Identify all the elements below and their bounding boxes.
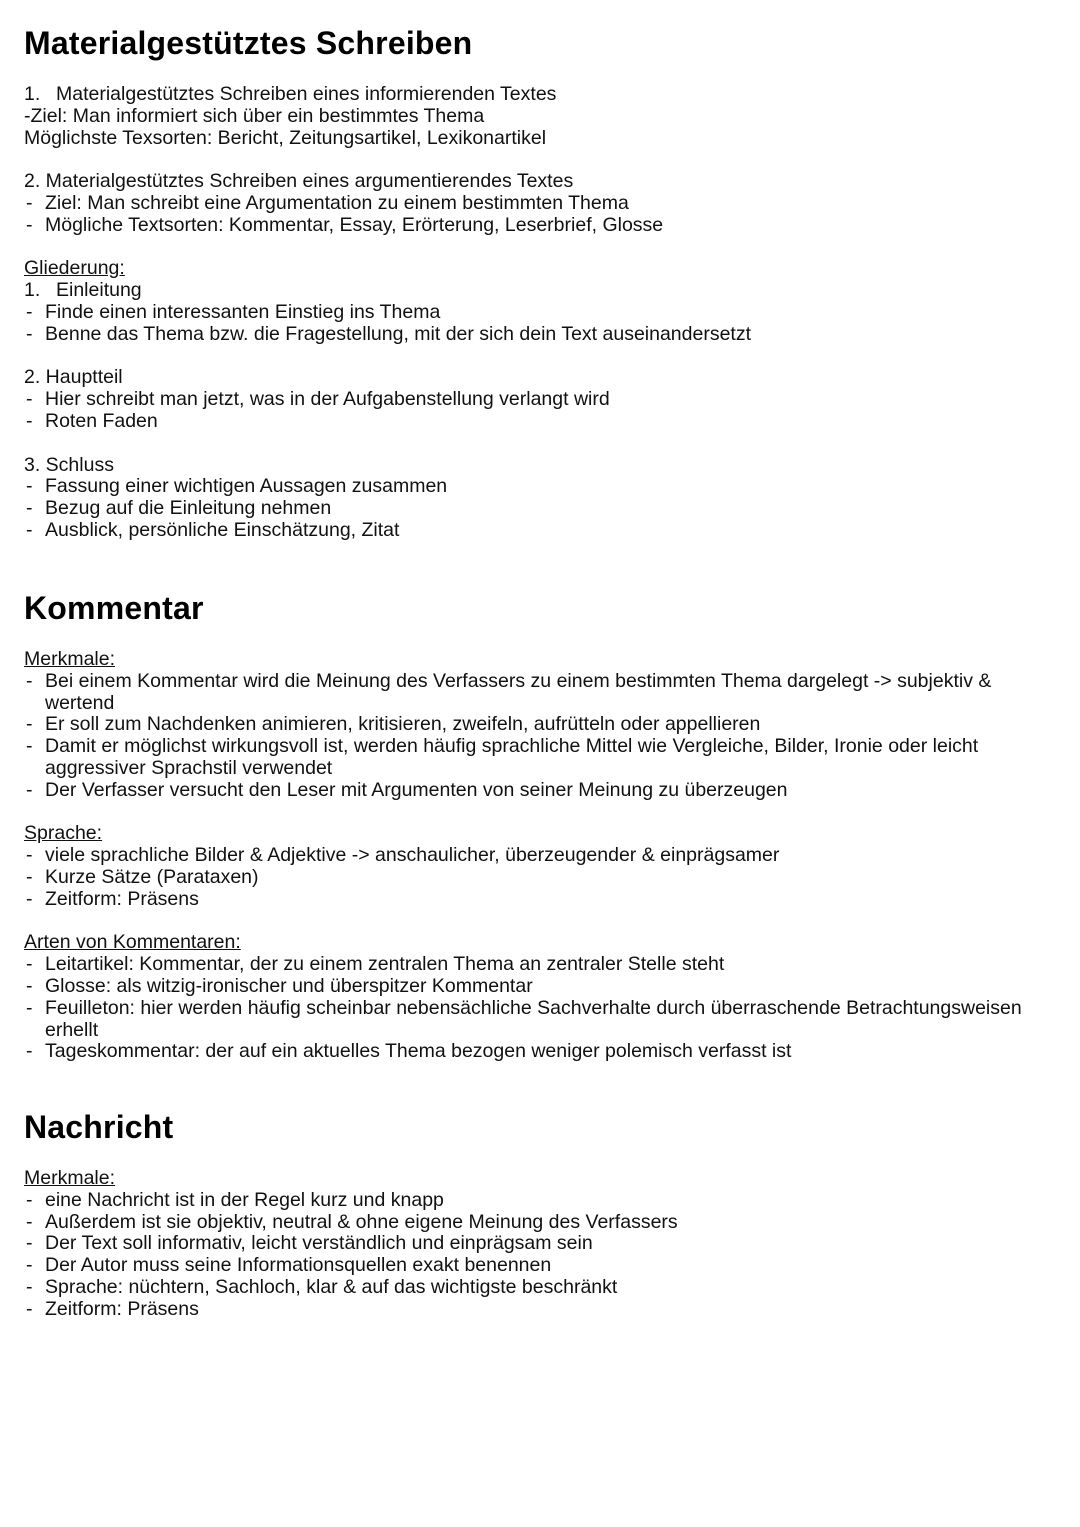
subheading-sprache: Sprache: (24, 822, 103, 845)
list-item: - Kurze Sätze (Parataxen) (26, 865, 259, 888)
list-item: - Zeitform: Präsens (26, 1297, 199, 1320)
list-item: - Ausblick, persönliche Einschätzung, Zitat (26, 518, 400, 541)
bullet-list (24, 954, 1055, 1063)
section-nachricht (24, 1108, 678, 1321)
list-item: - Damit er möglichst wirkungsvoll ist, werden häufig sprachliche Mittel wie Vergleiche, Bilder, Ironie oder leicht aggressiver Sprachstil verwendet (26, 735, 979, 779)
subheading-gliederung: Gliederung: (24, 257, 125, 280)
list-item: - eine Nachricht ist in der Regel kurz und knapp (26, 1188, 444, 1211)
section-title: Nachricht (24, 1109, 174, 1145)
numbered-heading (24, 84, 751, 106)
dash-bullet: - (26, 388, 33, 411)
list-item: - Tageskommentar: der auf ein aktuelles Thema bezogen weniger polemisch verfasst ist (26, 1040, 792, 1063)
list-item: - Außerdem ist sie objektiv, neutral & ohne eigene Meinung des Verfassers (26, 1210, 678, 1233)
dash-bullet: - (26, 669, 33, 692)
numbered-heading (24, 280, 751, 302)
list-item: - Mögliche Textsorten: Kommentar, Essay, Erörterung, Leserbrief, Glosse (26, 213, 664, 236)
dash-bullet: - (26, 409, 33, 432)
dash-bullet: - (26, 1210, 33, 1233)
list-item: - Bei einem Kommentar wird die Meinung des Verfassers zu einem bestimmten Thema dargelegt -> subjektiv & wertend (26, 669, 992, 714)
bullet-list (24, 193, 751, 237)
list-item: - viele sprachliche Bilder & Adjektive -> anschaulicher, überzeugender & einprägsamer (26, 844, 780, 867)
dash-bullet: - (26, 953, 33, 976)
dash-bullet: - (26, 735, 33, 758)
list-item: - Der Verfasser versucht den Leser mit Argumenten von seiner Meinung zu überzeugen (26, 778, 788, 801)
list-item: - Er soll zum Nachdenken animieren, kritisieren, zweifeln, aufrütteln oder appellieren (26, 713, 761, 736)
subheading-merkmale: Merkmale: (24, 1167, 116, 1189)
dash-bullet: - (26, 1040, 33, 1063)
list-item: - Feuilleton: hier werden häufig scheinbar nebensächliche Sachverhalte durch überraschende Betrachtungsweisen erhellt (26, 996, 1022, 1041)
dash-bullet: - (26, 475, 33, 498)
dash-bullet: - (26, 1275, 33, 1298)
list-item: - Ziel: Man schreibt eine Argumentation zu einem bestimmten Thema (26, 191, 629, 214)
list-item: - Finde einen interessanten Einstieg ins Thema (26, 300, 441, 323)
list-item: - Benne das Thema bzw. die Fragestellung, mit der sich dein Text auseinandersetzt (26, 322, 752, 345)
item-heading: Materialgestütztes Schreiben eines informierenden Textes (56, 83, 557, 105)
dash-bullet: - (26, 1297, 33, 1320)
subheading-arten: Arten von Kommentaren: (24, 931, 241, 954)
dash-bullet: - (26, 322, 33, 345)
list-item: - Glosse: als witzig-ironischer und überspitzer Kommentar (26, 974, 533, 997)
section-title: Kommentar (24, 590, 204, 626)
list-item: - Fassung einer wichtigen Aussagen zusammen (26, 475, 448, 498)
bullet-list (24, 845, 1055, 910)
bullet-list (24, 476, 751, 541)
section-materialgestuetztes-schreiben (24, 24, 751, 542)
subheading-merkmale: Merkmale: (24, 648, 116, 670)
dash-bullet: - (26, 713, 33, 736)
bullet-list (24, 671, 1055, 802)
section-title: Materialgestütztes Schreiben (24, 25, 473, 61)
dash-bullet: - (26, 300, 33, 323)
item-number: 1. (24, 279, 41, 302)
text-types: Möglichste Texsorten: Bericht, Zeitungsartikel, Lexikonartikel (24, 126, 547, 149)
dash-bullet: - (26, 1188, 33, 1211)
list-item: - Roten Faden (26, 409, 158, 432)
dash-bullet: - (26, 191, 33, 214)
list-item: - Sprache: nüchtern, Sachloch, klar & auf das wichtigste beschränkt (26, 1275, 618, 1298)
goal-text: -Ziel: Man informiert sich über ein bestimmtes Thema (24, 104, 485, 127)
item-heading: 3. Schluss (24, 453, 114, 476)
list-item: - Der Text soll informativ, leicht verständlich und einprägsam sein (26, 1232, 593, 1255)
item-heading: 2. Materialgestütztes Schreiben eines argumentierendes Textes (24, 170, 574, 193)
list-item: - Hier schreibt man jetzt, was in der Aufgabenstellung verlangt wird (26, 388, 610, 411)
list-item: - Leitartikel: Kommentar, der zu einem zentralen Thema an zentraler Stelle steht (26, 953, 725, 976)
list-item: - Zeitform: Präsens (26, 887, 199, 910)
dash-bullet: - (26, 213, 33, 236)
dash-bullet: - (26, 1254, 33, 1277)
item-heading: 2. Hauptteil (24, 366, 123, 389)
dash-bullet: - (26, 778, 33, 801)
dash-bullet: - (26, 996, 33, 1019)
bullet-list (24, 389, 751, 433)
list-item: - Bezug auf die Einleitung nehmen (26, 497, 332, 520)
dash-bullet: - (26, 887, 33, 910)
section-kommentar (24, 589, 1055, 1063)
list-item: - Der Autor muss seine Informationsquellen exakt benennen (26, 1254, 552, 1277)
item-number: 1. (24, 83, 41, 105)
dash-bullet: - (26, 844, 33, 867)
dash-bullet: - (26, 518, 33, 541)
dash-bullet: - (26, 497, 33, 520)
item-heading: Einleitung (56, 279, 142, 302)
bullet-list (24, 1190, 678, 1321)
dash-bullet: - (26, 974, 33, 997)
bullet-list (24, 302, 751, 346)
dash-bullet: - (26, 865, 33, 888)
dash-bullet: - (26, 1232, 33, 1255)
